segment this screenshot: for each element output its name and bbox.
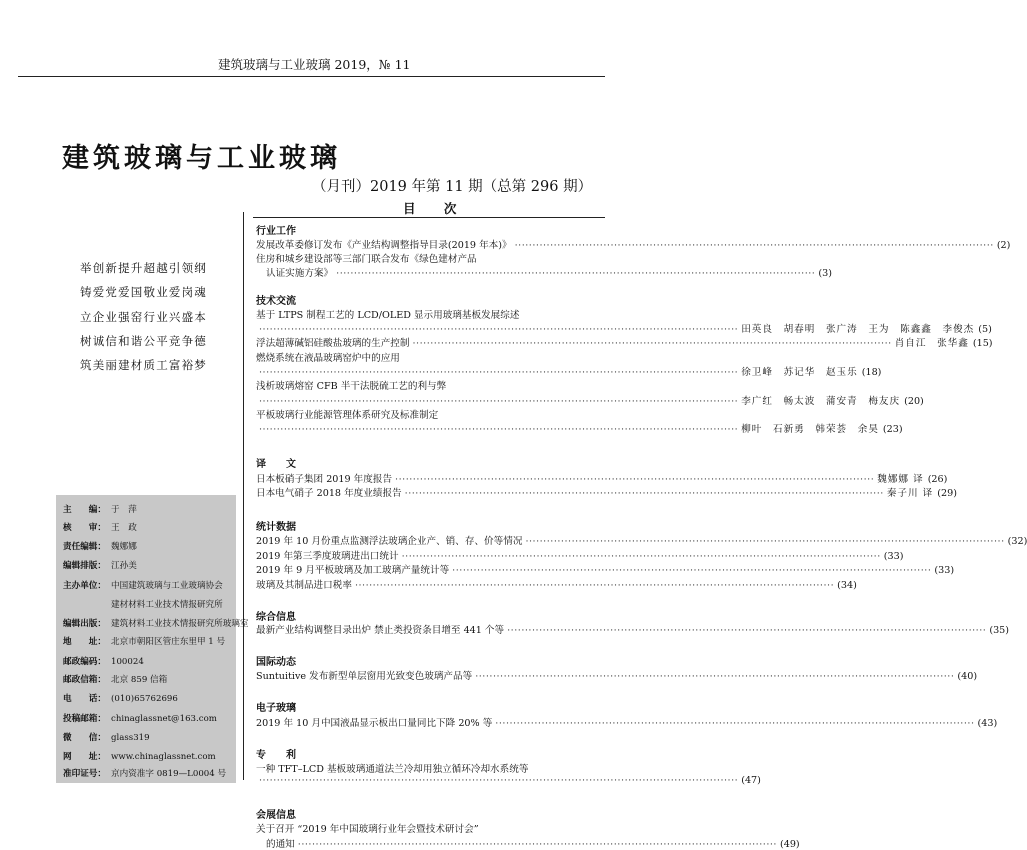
toc-entry[interactable] [256,622,1010,636]
toc-section-heading: 综合信息 [256,612,296,623]
staff-row [63,521,137,533]
toc-page-number: (29) [937,488,957,499]
toc-entry[interactable] [256,821,606,835]
toc-page-number: (47) [741,775,761,786]
staff-row [63,673,167,685]
toc-leader-dots [495,718,974,729]
toc-page-number: (15) [972,338,993,349]
toc-page-number: (20) [904,396,924,407]
slogan: 铸爱党爱国敬业爱岗魂 [80,285,207,300]
toc-page-number: (3) [818,268,832,279]
toc-leader-dots [259,424,738,435]
toc-entry[interactable] [256,668,978,682]
toc-entry-title: 的通知 [266,839,295,850]
toc-page-number: (33) [934,565,955,576]
toc-author-line[interactable] [256,393,924,407]
staff-row [63,767,226,779]
toc-entry-title: 住房和城乡建设部等三部门联合发布《绿色建材产品 [256,254,477,265]
toc-entry[interactable] [256,577,857,591]
toc-leader-dots [413,338,892,349]
toc-leader-dots [259,775,738,786]
editorial-staff-box [56,495,249,783]
toc-author-line[interactable] [256,421,903,435]
toc-leader-dots [402,551,881,562]
staff-label: 准印证号： [63,769,106,779]
toc-leader-dots [525,536,1004,547]
staff-label: 主办单位： [63,581,106,591]
toc-leader-dots [395,474,874,485]
toc-entry-authors: 柳叶 石新勇 韩荣荟 余昊 [741,424,879,435]
toc-entry-title: Suntuitive 发布新型单层窗用光致变色玻璃产品等 [256,671,473,682]
toc-entry[interactable] [256,378,606,392]
toc-entry-title: 平板玻璃行业能源管理体系研究及标准制定 [256,410,439,421]
staff-value: 北京 859 信箱 [111,675,168,685]
running-head: 建筑玻璃与工业玻璃 2019，№ 11 [218,57,411,72]
toc-section-heading: 行业工作 [256,226,296,237]
toc-entry[interactable] [256,251,606,265]
toc-leader-dots [452,565,931,576]
issue-info: （月刊）2019 年第 11 期（总第 296 期） [312,179,593,195]
toc-entry-title: 日本板硝子集团 2019 年度报告 [256,474,393,485]
toc-entry-authors: 秦子川 译 [886,488,934,499]
staff-row [63,750,216,762]
toc-entry-title: 2019 年 10 月中国液晶显示板出口量同比下降 20% 等 [256,718,493,729]
toc-entry[interactable] [266,836,800,850]
staff-label: 编辑排版： [63,561,106,571]
toc-entry[interactable] [256,335,993,349]
staff-value: 北京市朝阳区管庄东里甲 1 号 [111,637,226,647]
toc-entry[interactable] [256,237,1011,251]
toc-entry-title: 浅析玻璃熔窑 CFB 半干法脱硫工艺的利与弊 [256,381,447,392]
staff-row [63,559,137,571]
toc-leader-dots [475,671,954,682]
staff-row [63,598,223,610]
toc-entry-authors: 魏娜娜 译 [877,474,924,485]
toc-leader-dots [298,839,777,850]
staff-value: 中国建筑玻璃与工业玻璃协会 [111,581,223,591]
staff-value: 江孙美 [111,561,137,571]
staff-label: 地 址： [63,637,106,647]
staff-label: 网 址： [63,752,106,762]
toc-page-number: (43) [977,718,998,729]
toc-leader-dots [336,268,815,279]
toc-page-number: (32) [1007,536,1027,547]
staff-row [63,731,150,743]
toc-section-heading: 统计数据 [256,522,296,533]
staff-value: 建材材料工业技术情报研究所 [111,600,223,610]
toc-entry[interactable] [256,350,606,364]
staff-value: 王 政 [111,523,137,533]
toc-section-heading: 技术交流 [256,296,296,307]
staff-label: 邮政信箱： [63,675,106,685]
toc-entry[interactable] [256,548,904,562]
toc-page-number: (5) [978,324,992,335]
journal-masthead: 建筑玻璃与工业玻璃 [62,143,341,174]
staff-row [63,503,137,515]
toc-entry-authors: 田英良 胡春明 张广涛 王为 陈鑫鑫 李俊杰 [741,324,975,335]
toc-entry-title: 基于 LTPS 制程工艺的 LCD/OLED 显示用玻璃基板发展综述 [256,310,520,321]
toc-leader-dots [515,240,994,251]
toc-entry-title: 2019 年 10 月份重点监测浮法玻璃企业产、销、存、价等情况 [256,536,523,547]
staff-label: 投稿邮箱： [63,714,106,724]
toc-page-number: (33) [883,551,904,562]
toc-title: 目 次 [403,201,469,216]
toc-entry[interactable] [256,715,998,729]
staff-row [63,655,144,667]
staff-label: 电 话： [63,694,106,704]
toc-leader-dots [507,625,986,636]
toc-entry-authors: 李广红 畅太波 蒲安青 梅友庆 [741,396,901,407]
toc-page-number: (34) [837,580,857,591]
staff-row [63,579,223,591]
slogan: 立企业强窑行业兴盛本 [80,309,207,324]
toc-entry-authors: 徐卫峰 苏记华 赵玉乐 [741,367,858,378]
staff-value: chinaglassnet@163.com [111,714,217,724]
toc-entry-title: 2019 年 9 月平板玻璃及加工玻璃产量统计等 [256,565,450,576]
staff-row [63,617,249,629]
toc-author-line[interactable] [256,364,882,378]
toc-leader-dots [259,367,738,378]
toc-leader-dots [259,396,738,407]
slogan: 举创新提升超越引领纲 [80,261,207,275]
toc-title-rule [253,217,605,218]
toc-page-number: (26) [927,474,948,485]
toc-section-heading: 国际动态 [256,657,296,668]
column-divider [243,212,244,780]
toc-entry[interactable] [256,471,948,485]
toc-section-heading: 电子玻璃 [256,703,296,714]
toc-section-heading: 会展信息 [256,810,296,821]
slogan: 筑美丽建材质工富裕梦 [80,358,207,373]
toc-entry[interactable] [256,485,957,499]
staff-row [63,712,217,724]
toc-entry-title: 日本电气硝子 2018 年度业绩报告 [256,488,402,499]
toc-entry[interactable] [256,533,1027,547]
toc-entry-title: 发展改革委修订发布《产业结构调整指导目录(2019 年本)》 [256,240,512,251]
toc-entry-title: 一种 TFT–LCD 基板玻璃通道法兰冷却用独立循环冷却水系统等 [256,764,529,775]
header-rule [18,76,605,77]
toc-author-line[interactable] [256,775,761,789]
toc-entry[interactable] [256,307,606,321]
toc-entry-title: 2019 年第三季度玻璃进出口统计 [256,551,399,562]
toc-page-number: (49) [779,839,800,850]
slogans [80,256,207,377]
slogan: 树诚信和谐公平竞争德 [80,333,207,348]
toc-entry[interactable] [256,407,606,421]
staff-value: 100024 [111,657,144,667]
toc-entry-title: 关于召开 “2019 年中国玻璃行业年会暨技术研讨会” [256,824,479,835]
toc-page-number: (23) [882,424,903,435]
toc-entry-authors: 肖自江 张华鑫 [894,338,969,349]
toc-entry[interactable] [256,562,955,576]
toc-page-number: (18) [861,367,882,378]
toc-author-line[interactable] [256,321,992,335]
staff-label: 邮政编码： [63,657,106,667]
toc-section-heading: 专 利 [256,750,296,761]
toc-entry-title: 认证实施方案》 [266,268,334,279]
toc-leader-dots [405,488,884,499]
staff-label: 微 信： [63,733,106,743]
staff-label: 责任编辑： [63,542,106,552]
toc-entry-title: 浮法超薄碱铝硅酸盐玻璃的生产控制 [256,338,410,349]
toc-entry[interactable] [266,265,832,279]
staff-value: 建筑材料工业技术情报研究所玻璃室 [111,619,249,629]
toc-entry[interactable] [256,761,606,775]
staff-row [63,692,178,704]
toc-entry-title: 燃烧系统在液晶玻璃窑炉中的应用 [256,353,400,364]
toc-page-number: (35) [989,625,1010,636]
staff-value: 魏娜娜 [111,542,137,552]
toc-leader-dots [355,580,834,591]
staff-row [63,635,225,647]
toc-page-number: (2) [996,240,1011,251]
staff-value: glass319 [111,733,150,743]
staff-value: 于 萍 [111,505,137,515]
staff-value: www.chinaglassnet.com [111,752,216,762]
toc-entry-title: 玻璃及其制品进口税率 [256,580,352,591]
staff-label: 主 编： [63,505,106,515]
toc-leader-dots [259,324,738,335]
staff-value: 京内资准字 0819—L0004 号 [111,769,227,779]
staff-label: 编辑出版： [63,619,106,629]
staff-label: 核 审： [63,523,106,533]
toc-entry-title: 最新产业结构调整目录出炉 禁止类投资条目增至 441 个等 [256,625,505,636]
staff-row [63,540,137,552]
toc-page-number: (40) [957,671,978,682]
toc-section-heading: 译 文 [256,459,296,470]
staff-value: (010)65762696 [111,694,178,704]
